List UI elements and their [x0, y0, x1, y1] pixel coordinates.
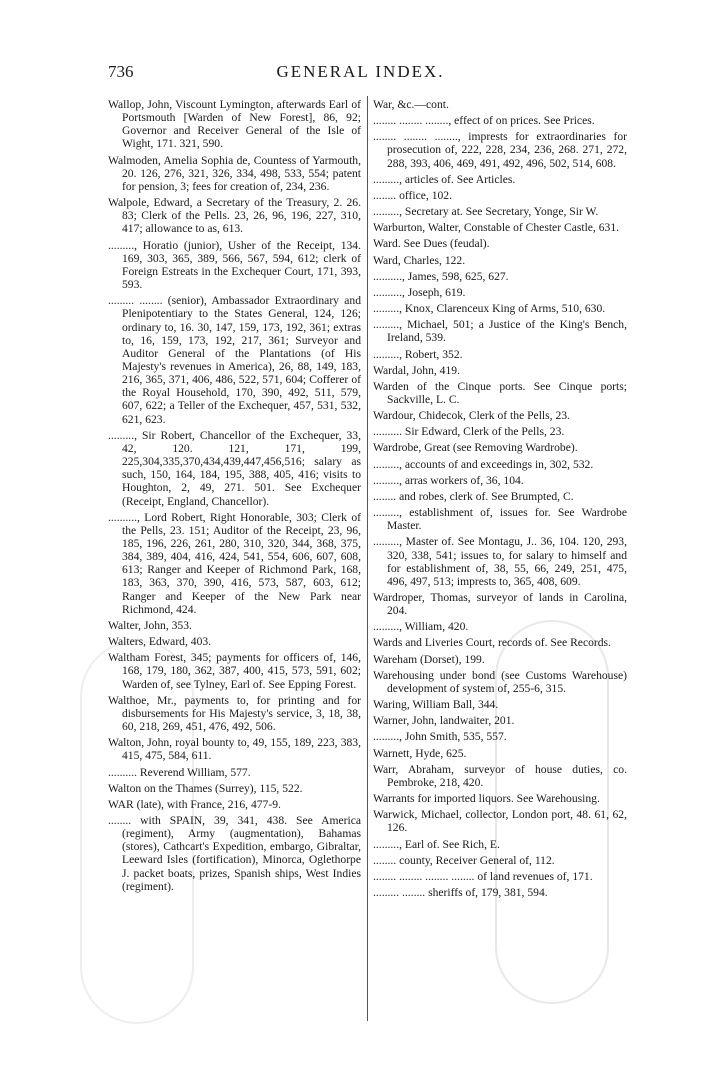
index-entry: .......... Reverend William, 577.: [108, 765, 251, 779]
index-entry: Walton, John, royal bounty to, 49, 155, 189, 223, 383, 415, 475, 584, 611.: [108, 736, 361, 763]
index-entry: Walters, Edward, 403.: [108, 635, 212, 649]
index-entry: Wardrobe, Great (see Removing Wardrobe).: [373, 441, 578, 455]
index-entry: Wardour, Chidecok, Clerk of the Pells, 23.: [373, 409, 570, 423]
index-entry: Warwick, Michael, collector, London port, 48. 61, 62, 126.: [373, 808, 627, 835]
index-entry: Ward, Charles, 122.: [373, 253, 466, 267]
index-column-left: [108, 98, 361, 896]
index-column-right: [373, 98, 627, 902]
index-entry: ........., articles of. See Articles.: [373, 172, 516, 186]
index-entry: ........., William, 420.: [373, 620, 469, 634]
index-entry: Warrants for imported liquors. See Warehousing.: [373, 792, 600, 806]
index-entry: ........., John Smith, 535, 557.: [373, 730, 507, 744]
index-entry: Wallop, John, Viscount Lymington, afterwards Earl of Portsmouth [Warden of New Forest], 86, 92; Governor and Receiver General of the Isle of Wight, 171. 321, 590.: [108, 98, 361, 151]
index-entry: Walmoden, Amelia Sophia de, Countess of Yarmouth, 20. 126, 276, 321, 326, 334, 498, 533, 554; patent for pension, 3; fees for creation of, 234, 236.: [108, 153, 361, 193]
index-entry: War, &c.—cont.: [373, 98, 449, 111]
index-entry: ........ and robes, clerk of. See Brumpted, C.: [373, 489, 574, 503]
index-entry: Wareham (Dorset), 199.: [373, 652, 485, 666]
index-entry: ........ county, Receiver General of, 112.: [373, 853, 555, 867]
index-entry: Warehousing under bond (see Customs Warehouse) development of system of, 255-6, 315.: [373, 668, 627, 695]
index-entry: Warner, John, landwaiter, 201.: [373, 714, 515, 728]
index-entry: ........., Knox, Clarenceux King of Arms, 510, 630.: [373, 302, 606, 316]
index-entry: ......... ........ (senior), Ambassador Extraordinary and Plenipotentiary to the States General, 124, 126; ordinary to, 16. 30, 147, 159, 173, 192, 361; extras to, 16, 159, 173, 192, 217, 361; Surveyor and Auditor General of the Plantations (of His Majesty's revenues in America), 26, 88, 149, 183, 216, 365, 371, 406, 486, 522, 571, 604; Cofferer of the Royal Household, 170, 390, 492, 511, 579, 607, 622; a Teller of the Exchequer, 457, 531, 532, 621, 623.: [108, 294, 361, 426]
index-entry: Wardal, John, 419.: [373, 363, 460, 377]
index-entry: ........., Sir Robert, Chancellor of the Exchequer, 33, 42, 120. 121, 171, 199, 225,304,335,370,434,439,447,456,516; salary as such, 150, 164, 184, 195, 388, 405, 416; visits to Houghton, 2, 49, 271. 501. See Exchequer (Receipt, England, Chancellor).: [108, 428, 361, 508]
index-entry: Waltham Forest, 345; payments for officers of, 146, 168, 179, 180, 362, 387, 400, 415, 573, 591, 602; Warden of, see Tylney, Earl of. See Epping Forest.: [108, 651, 361, 691]
index-entry: ........., Horatio (junior), Usher of the Receipt, 134. 169, 303, 365, 389, 566, 567, 594, 612; clerk of Foreign Estreats in the Exchequer Court, 171, 393, 593.: [108, 238, 361, 292]
index-entry: Warnett, Hyde, 625.: [373, 746, 467, 760]
index-entry: ........ with SPAIN, 39, 341, 438. See America (regiment), Army (augmentation), Bahamas (stores), Cathcart's Expedition, embargo, Gibraltar, Leeward Isles (fortification), Minorca, Oglethorpe J. packet boats, prizes, Spanish ships, West Indies (regiment).: [108, 813, 361, 893]
index-entry: .........., Joseph, 619.: [373, 285, 466, 299]
page-header: [0, 62, 721, 86]
index-entry: ........ office, 102.: [373, 188, 452, 202]
index-entry: ........., arras workers of, 36, 104.: [373, 473, 524, 487]
index-entry: WAR (late), with France, 216, 477-9.: [108, 797, 281, 811]
index-entry: Warburton, Walter, Constable of Chester Castle, 631.: [373, 221, 620, 235]
index-entry: .........., Lord Robert, Right Honorable, 303; Clerk of the Pells, 23. 151; Auditor of the Receipt, 23, 96, 185, 196, 226, 261, 280, 310, 320, 344, 368, 375, 384, 389, 404, 416, 424, 541, 554, 606, 607, 608, 613; Ranger and Keeper of Richmond Park, 168, 183, 363, 370, 390, 416, 573, 587, 603, 612; Ranger and Keeper of the New Park near Richmond, 424.: [108, 510, 361, 616]
index-entry: Walpole, Edward, a Secretary of the Treasury, 2. 26. 83; Clerk of the Pells. 23, 26, 96, 196, 227, 310, 417; allowance to as, 613.: [108, 196, 361, 236]
index-entry: Wardroper, Thomas, surveyor of lands in Carolina, 204.: [373, 591, 627, 618]
index-entry: Ward. See Dues (feudal).: [373, 237, 490, 251]
column-divider: [367, 96, 368, 1021]
index-entry: Wards and Liveries Court, records of. See Records.: [373, 636, 611, 650]
index-entry: ........ ........ ........, imprests for extraordinaries for prosecution of, 222, 228, 234, 236, 268. 271, 272, 288, 393, 406, 469, 491, 492, 496, 502, 514, 608.: [373, 130, 627, 170]
page-title: GENERAL INDEX.: [276, 62, 445, 81]
index-entry: .........., James, 598, 625, 627.: [373, 269, 509, 283]
index-entry: ........., Secretary at. See Secretary, Yonge, Sir W.: [373, 205, 599, 219]
index-entry: Walthoe, Mr., payments to, for printing and for disbursements for His Majesty's service, 3, 18, 38, 60, 218, 269, 451, 476, 492, 506.: [108, 693, 361, 734]
index-entry: Walton on the Thames (Surrey), 115, 522.: [108, 781, 303, 795]
page-number: 736: [108, 62, 134, 81]
index-entry: ........., Robert, 352.: [373, 347, 463, 361]
index-entry: ........., establishment of, issues for. See Wardrobe Master.: [373, 506, 627, 533]
index-entry: ........., Master of. See Montagu, J.. 36, 104. 120, 293, 320, 338, 541; issues to, for salary to himself and for establishment of, 38, 55, 66, 249, 251, 475, 496, 497, 513; imprests to, 365, 408, 609.: [373, 535, 627, 588]
index-entry: ........., Michael, 501; a Justice of the King's Bench, Ireland, 539.: [373, 318, 627, 345]
index-entry: Waring, William Ball, 344.: [373, 698, 499, 712]
index-entry: ........ ........ ........ ........ of land revenues of, 171.: [373, 869, 593, 883]
index-entry: Walter, John, 353.: [108, 618, 192, 632]
index-entry: ......... ........ sheriffs of, 179, 381, 594.: [373, 885, 548, 899]
index-entry: Warr, Abraham, surveyor of house duties, co. Pembroke, 218, 420.: [373, 762, 627, 789]
index-entry: ........ ........ ........, effect of on prices. See Prices.: [373, 114, 595, 128]
index-entry: ........., Earl of. See Rich, E.: [373, 837, 500, 851]
index-entry: .......... Sir Edward, Clerk of the Pells, 23.: [373, 425, 565, 439]
index-entry: Warden of the Cinque ports. See Cinque ports; Sackville, L. C.: [373, 379, 627, 406]
index-entry: ........., accounts of and exceedings in, 302, 532.: [373, 457, 594, 471]
